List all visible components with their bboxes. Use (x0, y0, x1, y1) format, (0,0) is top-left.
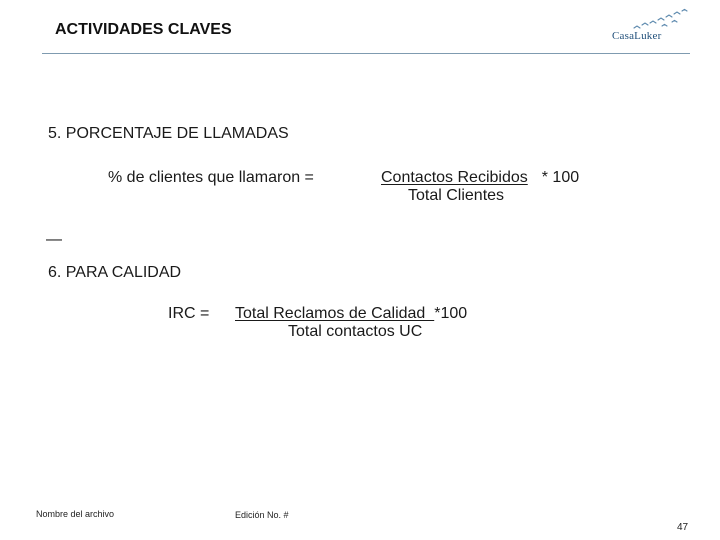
section-heading-calidad: 6. PARA CALIDAD (48, 264, 182, 281)
formula-label-llamadas: % de clientes que llamaron = (108, 169, 314, 186)
multiplier-text: *100 (434, 305, 468, 322)
footer-file-name: Nombre del archivo (36, 509, 115, 519)
page-number: 47 (677, 522, 689, 533)
birds-icon (612, 8, 690, 32)
page-title: ACTIVIDADES CLAVES (55, 21, 232, 38)
formula-label-irc: IRC = (168, 305, 210, 322)
numerator-text: Contactos Recibidos (381, 169, 528, 186)
header-divider (42, 53, 690, 54)
footer-edition: Edición No. # (235, 510, 289, 520)
logo-text: CasaLuker (612, 30, 662, 42)
formula-numerator-llamadas (381, 169, 579, 187)
formula-denominator-irc: Total contactos UC (288, 323, 423, 340)
formula-numerator-irc (235, 305, 467, 323)
company-logo (612, 8, 690, 46)
multiplier-text: * 100 (541, 169, 580, 186)
section-heading-llamadas: 5. PORCENTAJE DE LLAMADAS (48, 125, 289, 142)
formula-denominator-llamadas: Total Clientes (408, 187, 505, 204)
separator-dash: — (46, 231, 62, 248)
numerator-text: Total Reclamos de Calidad (235, 305, 435, 322)
